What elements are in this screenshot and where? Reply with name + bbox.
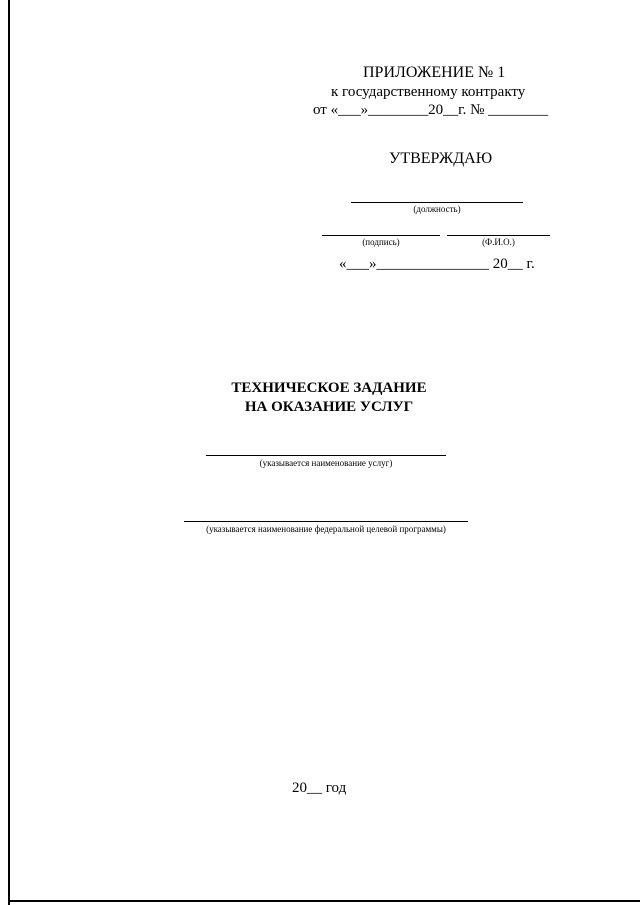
signature-line <box>322 235 440 236</box>
name-line <box>447 235 550 236</box>
services-line <box>206 455 446 456</box>
position-line <box>351 202 523 203</box>
approval-date-line: «___»_______________ 20__ г. <box>339 256 535 272</box>
position-caption: (должность) <box>413 204 461 214</box>
page-edge-bottom <box>8 900 640 902</box>
document-year: 20__ год <box>292 780 347 796</box>
signature-caption: (подпись) <box>362 237 400 247</box>
approval-heading: УТВЕРЖДАЮ <box>389 150 493 167</box>
program-caption: (указывается наименование федеральной целевой программы) <box>206 524 446 534</box>
appendix-title: ПРИЛОЖЕНИЕ № 1 <box>363 64 506 81</box>
name-caption: (Ф.И.О.) <box>482 237 515 247</box>
page-edge-left <box>8 0 10 905</box>
services-caption: (указывается наименование услуг) <box>259 458 393 468</box>
appendix-date-line: от «___»________20__г. № ________ <box>313 102 549 118</box>
appendix-subtitle: к государственному контракту <box>331 84 526 100</box>
document-title-line1: ТЕХНИЧЕСКОЕ ЗАДАНИЕ <box>231 380 427 396</box>
document-title-line2: НА ОКАЗАНИЕ УСЛУГ <box>244 399 414 415</box>
program-line <box>184 521 468 522</box>
